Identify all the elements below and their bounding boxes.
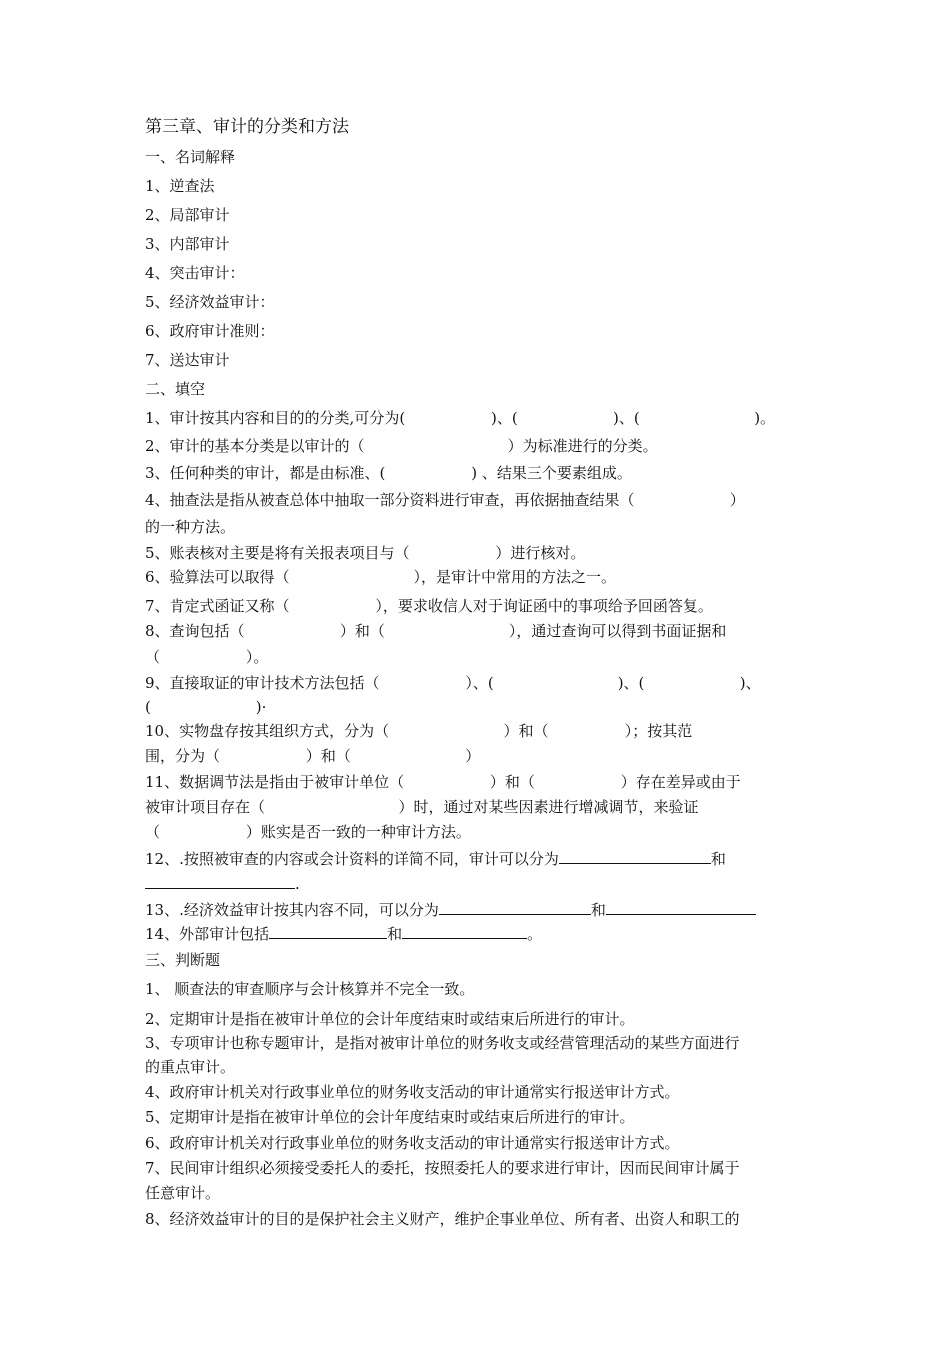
q13-text: 13、.经济效益审计按其内容不同，可以分为 bbox=[145, 901, 439, 919]
fill-line-12-cont bbox=[145, 872, 810, 894]
fill-line: 10、实物盘存按其组织方式，分为（ ）和（ ）；按其范 bbox=[145, 722, 693, 740]
term-item: 2、局部审计 bbox=[145, 206, 230, 224]
judge-line: 1、 顺查法的审查顺序与会计核算并不完全一致。 bbox=[145, 980, 475, 998]
fill-line-14 bbox=[145, 922, 810, 944]
fill-line: 7、肯定式函证又称（ ），要求收信人对于询证函中的事项给予回函答复。 bbox=[145, 597, 713, 615]
term-item: 3、内部审计 bbox=[145, 235, 230, 253]
section-heading: 三、判断题 bbox=[145, 951, 221, 969]
fill-line: 2、审计的基本分类是以审计的（ ）为标准进行的分类。 bbox=[145, 437, 658, 455]
judge-line: 4、政府审计机关对行政事业单位的财务收支活动的审计通常实行报送审计方式。 bbox=[145, 1083, 680, 1101]
answer-blank[interactable] bbox=[402, 922, 527, 939]
fill-line: 8、查询包括（ ）和（ ），通过查询可以得到书面证据和 bbox=[145, 622, 727, 640]
fill-line: 9、直接取证的审计技术方法包括（ ）、( )、( )、 bbox=[145, 674, 761, 692]
judge-line: 8、经济效益审计的目的是保护社会主义财产，维护企事业单位、所有者、出资人和职工的 bbox=[145, 1210, 740, 1228]
q14-text: 14、外部审计包括 bbox=[145, 925, 270, 943]
chapter-title: 第三章、审计的分类和方法 bbox=[145, 117, 349, 137]
answer-blank[interactable] bbox=[145, 872, 295, 889]
fill-line: 的一种方法。 bbox=[145, 518, 236, 536]
q12-dot: . bbox=[295, 875, 300, 893]
term-item: 4、突击审计： bbox=[145, 264, 245, 282]
fill-line: 6、验算法可以取得（ ），是审计中常用的方法之一。 bbox=[145, 568, 617, 586]
answer-blank[interactable] bbox=[269, 922, 387, 939]
judge-line: 5、定期审计是指在被审计单位的会计年度结束时或结束后所进行的审计。 bbox=[145, 1108, 635, 1126]
q12-text: 12、.按照被审查的内容或会计资料的详简不同，审计可以分为 bbox=[145, 850, 559, 868]
judge-line: 3、专项审计也称专题审计，是指对被审计单位的财务收支或经营管理活动的某些方面进行 bbox=[145, 1034, 740, 1052]
fill-line: 5、账表核对主要是将有关报表项目与（ ）进行核对。 bbox=[145, 544, 586, 562]
term-item: 6、政府审计准则： bbox=[145, 322, 275, 340]
section-heading: 一、名词解释 bbox=[145, 148, 236, 166]
term-item: 5、经济效益审计： bbox=[145, 293, 275, 311]
judge-line: 6、政府审计机关对行政事业单位的财务收支活动的审计通常实行报送审计方式。 bbox=[145, 1134, 680, 1152]
fill-line: 1、审计按其内容和目的的分类,可分为( )、( )、( )。 bbox=[145, 409, 776, 427]
judge-line: 2、定期审计是指在被审计单位的会计年度结束时或结束后所进行的审计。 bbox=[145, 1010, 635, 1028]
q12-and: 和 bbox=[710, 850, 726, 868]
answer-blank[interactable] bbox=[606, 898, 756, 915]
q13-and: 和 bbox=[590, 901, 606, 919]
judge-line: 的重点审计。 bbox=[145, 1058, 236, 1076]
term-item: 7、送达审计 bbox=[145, 351, 230, 369]
fill-line: 4、抽查法是指从被查总体中抽取一部分资料进行审查，再依据抽查结果（ ） bbox=[145, 491, 745, 509]
fill-line: ( )· bbox=[145, 698, 267, 716]
section-heading: 二、填空 bbox=[145, 380, 206, 398]
term-item: 1、逆查法 bbox=[145, 177, 215, 195]
fill-line: （ ）。 bbox=[145, 648, 269, 666]
fill-line: 围，分为（ ）和（ ） bbox=[145, 747, 481, 765]
fill-line: 3、任何种类的审计，都是由标准、( ) 、结果三个要素组成。 bbox=[145, 464, 632, 482]
answer-blank[interactable] bbox=[439, 898, 591, 915]
q14-end: 。 bbox=[527, 925, 543, 943]
fill-line: 11、数据调节法是指由于被审计单位（ ）和（ ）存在差异或由于 bbox=[145, 773, 741, 791]
fill-line: 被审计项目存在（ ）时，通过对某些因素进行增减调节，来验证 bbox=[145, 798, 699, 816]
fill-line-13 bbox=[145, 898, 810, 920]
q14-and: 和 bbox=[387, 925, 403, 943]
answer-blank[interactable] bbox=[559, 847, 711, 864]
judge-line: 7、民间审计组织必须接受委托人的委托，按照委托人的要求进行审计，因而民间审计属于 bbox=[145, 1159, 740, 1177]
judge-line: 任意审计。 bbox=[145, 1184, 221, 1202]
fill-line: （ ）账实是否一致的一种审计方法。 bbox=[145, 823, 471, 841]
fill-line-12 bbox=[145, 847, 810, 869]
